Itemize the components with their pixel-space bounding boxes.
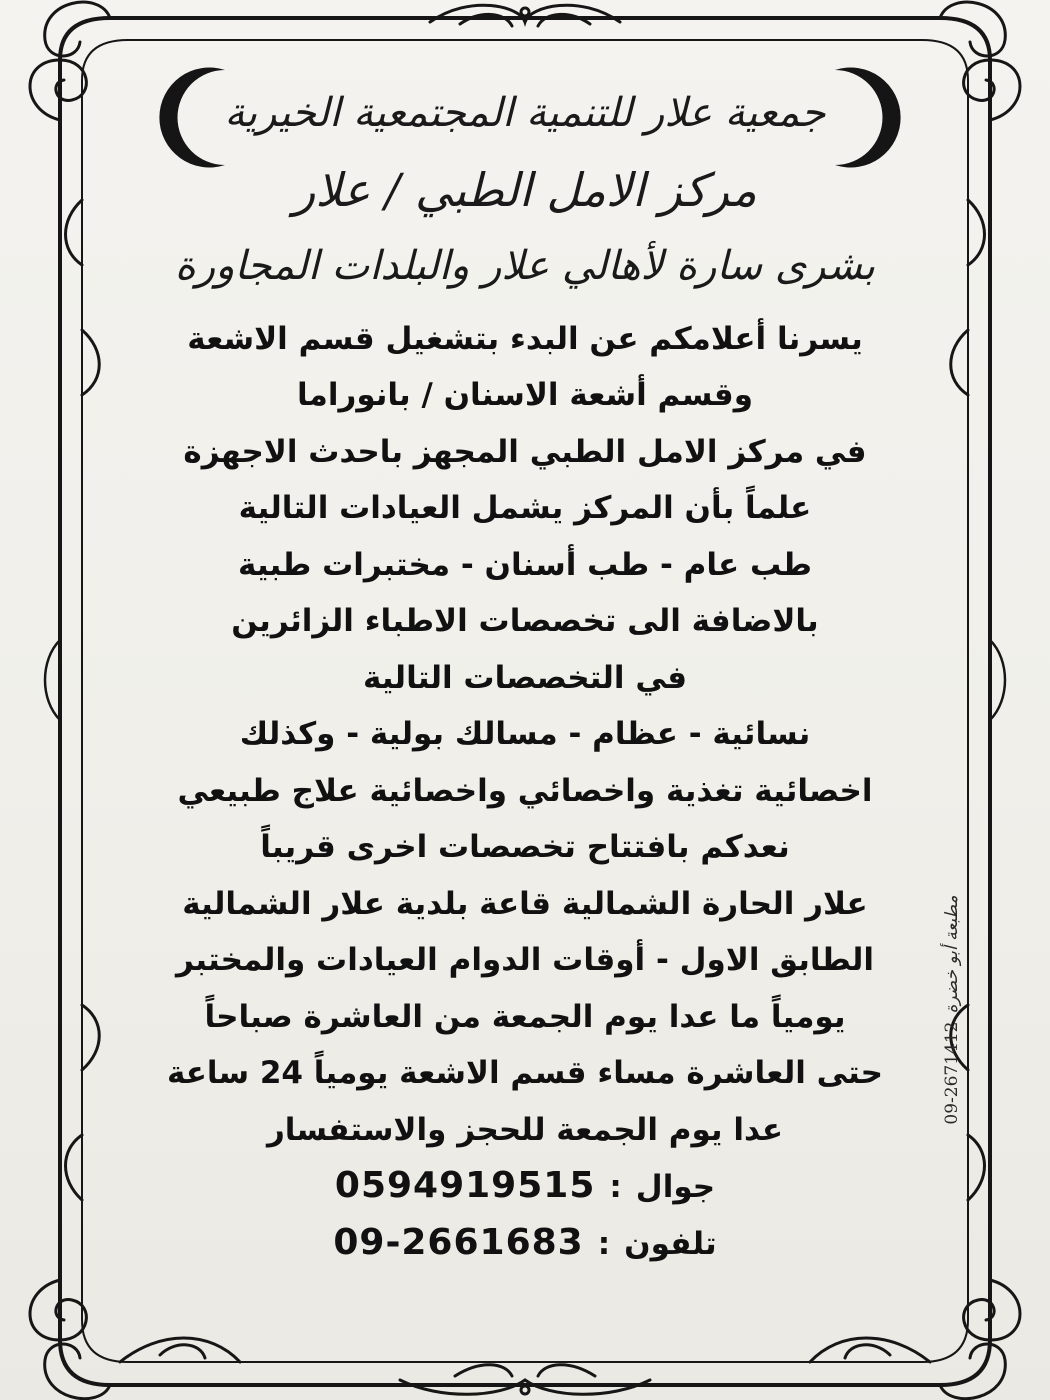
announcement-line: في التخصصات التالية: [362, 659, 688, 696]
announcement-line: نسائية - عظام - مسالك بولية - وكذلك: [239, 716, 811, 753]
announcement-line: بالاضافة الى تخصصات الاطباء الزائرين: [231, 603, 819, 640]
announcement-line: طب عام - طب أسنان - مختبرات طبية: [238, 546, 812, 583]
announcement-line: يومياً ما عدا يوم الجمعة من العاشرة صباحاً: [204, 998, 846, 1035]
mobile-label: جوال: [635, 1169, 716, 1206]
flyer-content: [140, 78, 910, 1272]
phone-label: تلفون: [624, 1226, 717, 1263]
phone-contact: [140, 1215, 910, 1272]
greeting-line: بشرى سارة لأهالي علار والبلدات المجاورة: [174, 242, 876, 289]
announcement-line: يسرنا أعلامكم عن البدء بتشغيل قسم الاشعة: [187, 320, 863, 357]
announcement-line: علار الحارة الشمالية قاعة بلدية علار الشمالية: [182, 885, 868, 922]
announcement-line: نعدكم بافتتاح تخصصات اخرى قريباً: [260, 829, 790, 866]
announcement-line: في مركز الامل الطبي المجهز باحدث الاجهزة: [183, 433, 867, 470]
announcement-line: حتى العاشرة مساء قسم الاشعة يومياً 24 ساعة: [166, 1055, 884, 1092]
announcement-line: وقسم أشعة الاسنان / بانوراما: [297, 377, 753, 414]
mobile-number: 0594919515: [334, 1165, 596, 1207]
announcement-line: اخصائية تغذية واخصائي واخصائية علاج طبيعي: [177, 772, 873, 809]
printer-mark: [942, 895, 962, 1124]
announcement-line: عدا يوم الجمعة للحجز والاستفسار: [266, 1111, 784, 1148]
announcement-line: علماً بأن المركز يشمل العيادات التالية: [238, 490, 812, 527]
printer-name: مطبعة أبو خضرة: [942, 895, 962, 1014]
announcement-body: [140, 311, 910, 1273]
phone-separator: :: [597, 1226, 611, 1263]
phone-number: 09-2661683: [333, 1222, 584, 1264]
mobile-contact: [140, 1158, 910, 1215]
announcement-line: الطابق الاول - أوقات الدوام العيادات والمختبر: [176, 942, 874, 979]
center-name: مركز الامل الطبي / علار: [293, 163, 757, 217]
organization-title: جمعية علار للتنمية المجتمعية الخيرية: [224, 90, 826, 136]
printer-phone: 09-2671412: [942, 1021, 962, 1125]
mobile-separator: :: [609, 1169, 622, 1206]
